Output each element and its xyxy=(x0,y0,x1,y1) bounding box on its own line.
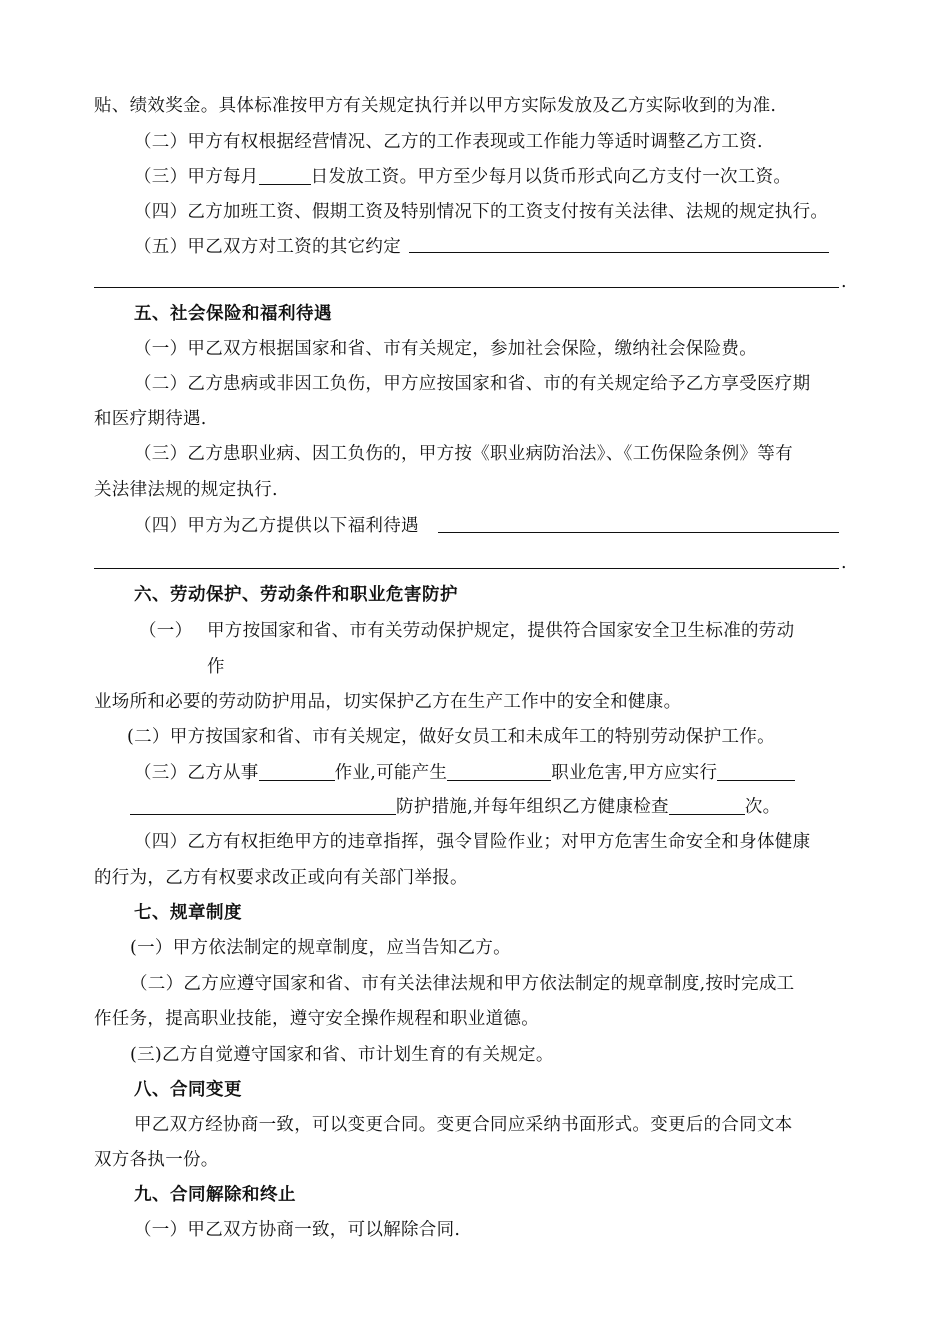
para-line: 关法律法规的规定执行. xyxy=(94,480,278,500)
protection-blank[interactable] xyxy=(130,796,396,815)
para-line: （二）甲方有权根据经营情况、乙方的工作表现或工作能力等适时调整乙方工资. xyxy=(134,132,763,152)
fill-line[interactable] xyxy=(409,252,829,253)
para-text: （三）甲方每月 xyxy=(134,167,259,187)
measure-blank[interactable] xyxy=(717,762,795,781)
para-line: （五）甲乙双方对工资的其它约定 xyxy=(134,237,401,257)
para-line: 的行为，乙方有权要求改正或向有关部门举报。 xyxy=(94,868,468,888)
para-line: （三）乙方患职业病、因工负伤的，甲方按《职业病防治法》、《工伤保险条例》等有 xyxy=(134,444,793,464)
para-line: 甲乙双方经协商一致，可以变更合同。变更合同应采纳书面形式。变更后的合同文本 xyxy=(134,1115,793,1135)
para-line: 和医疗期待遇. xyxy=(94,409,207,429)
payday-blank[interactable] xyxy=(259,166,311,185)
para-line: 双方各执一份。 xyxy=(94,1150,219,1170)
para-line xyxy=(130,795,780,819)
para-line: （一） xyxy=(139,621,193,641)
para-text: 防护措施,并每年组织乙方健康检查 xyxy=(396,797,669,817)
para-line: (三)乙方自觉遵守国家和省、市计划生育的有关规定。 xyxy=(130,1045,554,1065)
period: . xyxy=(841,553,847,573)
para-line: （四）乙方加班工资、假期工资及特别情况下的工资支付按有关法律、法规的规定执行。 xyxy=(134,202,829,222)
para-line: (二）甲方按国家和省、市有关规定，做好女员工和未成年工的特别劳动保护工作。 xyxy=(127,727,775,747)
checkup-count-blank[interactable] xyxy=(669,796,745,815)
section-heading: 五、社会保险和福利待遇 xyxy=(134,304,332,324)
para-line: （二）乙方患病或非因工负伤，甲方应按国家和省、市的有关规定给予乙方享受医疗期 xyxy=(134,374,811,394)
para-line xyxy=(134,165,791,189)
para-text: 职业危害,甲方应实行 xyxy=(551,763,718,783)
fill-line[interactable] xyxy=(94,568,839,569)
section-heading: 八、合同变更 xyxy=(134,1080,242,1100)
para-text: 作业,可能产生 xyxy=(334,763,448,783)
para-line: 作 xyxy=(207,657,225,677)
para-line: （二）乙方应遵守国家和省、市有关法律法规和甲方依法制定的规章制度,按时完成工 xyxy=(130,974,795,994)
job-blank[interactable] xyxy=(259,762,335,781)
section-heading: 六、劳动保护、劳动条件和职业危害防护 xyxy=(134,585,458,605)
para-line: 作任务，提高职业技能，遵守安全操作规程和职业道德。 xyxy=(94,1009,539,1029)
para-line xyxy=(134,761,795,785)
para-line: （四）乙方有权拒绝甲方的违章指挥，强令冒险作业；对甲方危害生命安全和身体健康 xyxy=(134,832,811,852)
para-text: （三）乙方从事 xyxy=(134,763,259,783)
fill-line[interactable] xyxy=(94,287,839,288)
para-line: 甲方按国家和省、市有关劳动保护规定，提供符合国家安全卫生标准的劳动 xyxy=(207,621,795,641)
para-text: 次。 xyxy=(744,797,781,817)
para-line: （一）甲乙双方协商一致，可以解除合同. xyxy=(134,1220,461,1240)
section-heading: 七、规章制度 xyxy=(134,903,242,923)
para-line: （一）甲乙双方根据国家和省、市有关规定，参加社会保险，缴纳社会保险费。 xyxy=(134,339,757,359)
para-line: 贴、绩效奖金。具体标准按甲方有关规定执行并以甲方实际发放及乙方实际收到的为准. xyxy=(94,96,777,116)
period: . xyxy=(841,272,847,292)
para-line: （四）甲方为乙方提供以下福利待遇 xyxy=(134,516,419,536)
section-heading: 九、合同解除和终止 xyxy=(134,1185,296,1205)
hazard-blank[interactable] xyxy=(447,762,551,781)
para-line: 业场所和必要的劳动防护用品，切实保护乙方在生产工作中的安全和健康。 xyxy=(94,692,682,712)
fill-line[interactable] xyxy=(438,532,839,533)
para-text: 日发放工资。甲方至少每月以货币形式向乙方支付一次工资。 xyxy=(310,167,792,187)
para-line: (一）甲方依法制定的规章制度，应当告知乙方。 xyxy=(130,938,511,958)
